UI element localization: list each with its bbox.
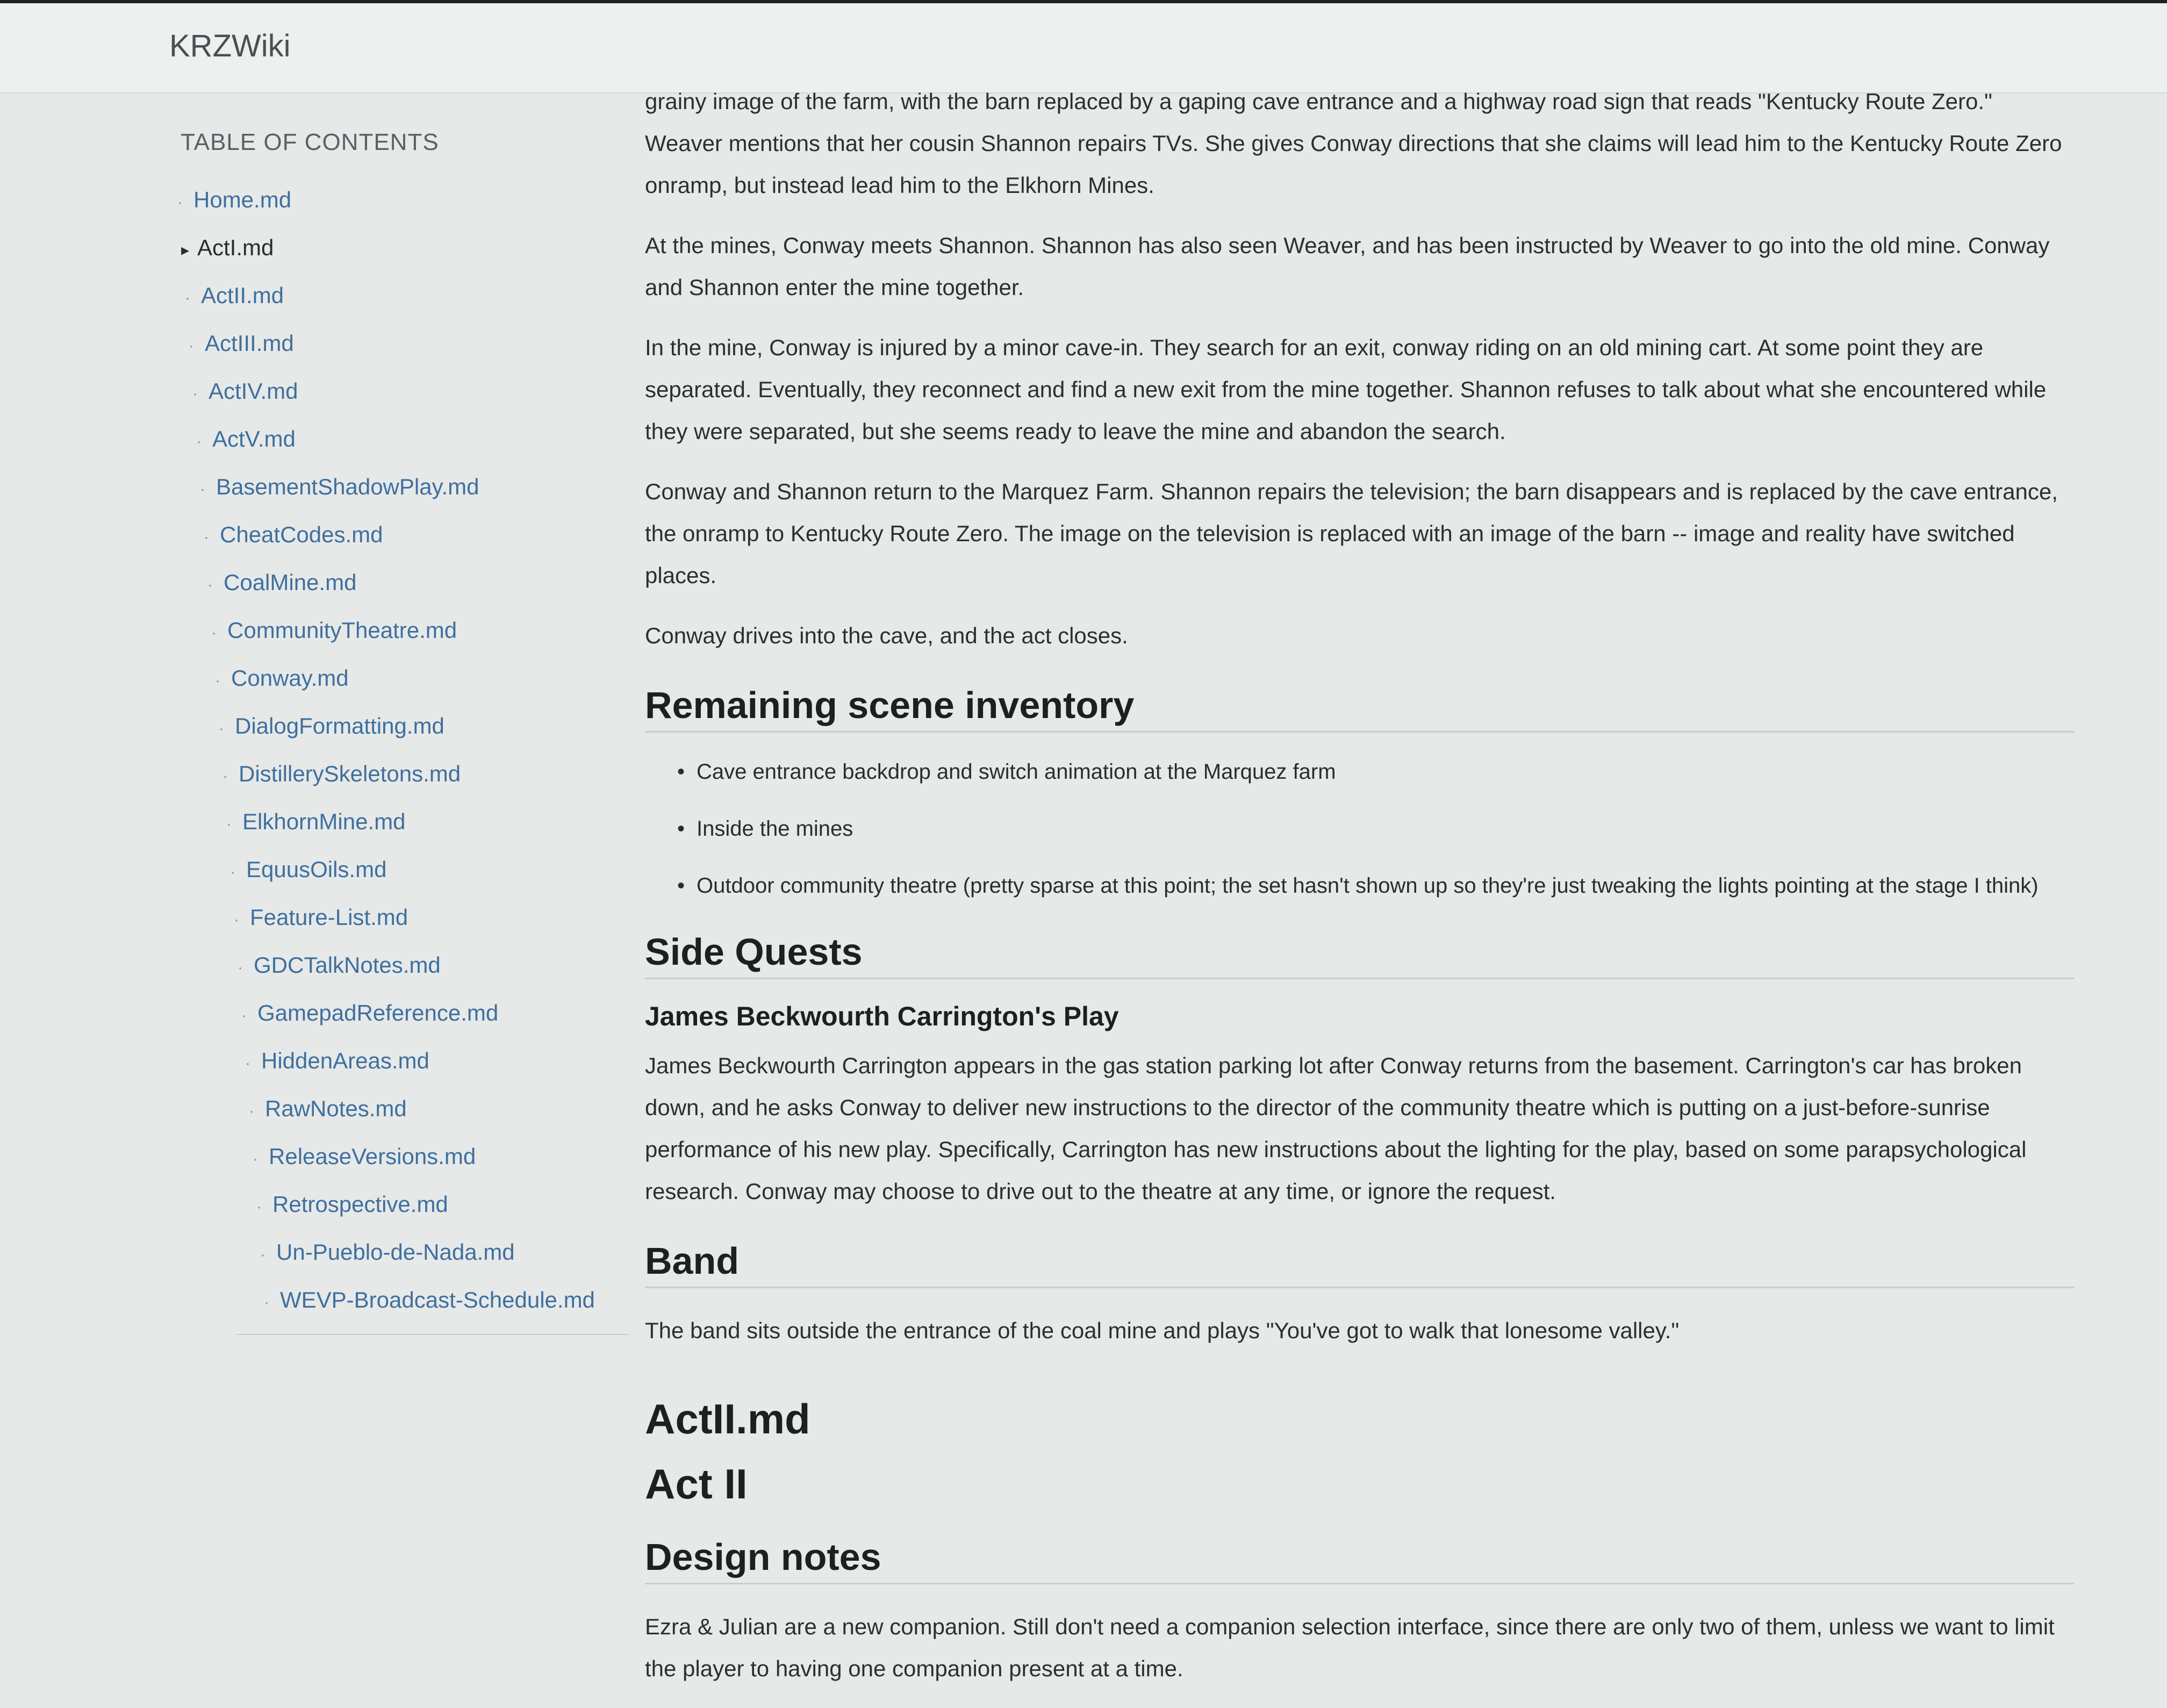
site-brand[interactable]: KRZWiki [169, 28, 291, 63]
dot-bullet-icon: · [200, 480, 205, 498]
toc-item-activ[interactable] [192, 369, 629, 417]
table-of-contents [177, 129, 629, 1335]
toc-item-cheatcodes[interactable] [204, 512, 629, 560]
toc-item-coalmine[interactable] [207, 560, 629, 608]
toc-item-label: BasementShadowPlay.md [216, 474, 479, 499]
paragraph: Ezra & Julian are a new companion. Still don't need a companion selection interface, since there are only two of them, unless we want to limit the player to having one companion present at a time. [645, 1614, 2055, 1681]
toc-item-gdctalknotes[interactable] [238, 943, 629, 991]
dot-bullet-icon: · [256, 1198, 262, 1216]
toc-item-label: RawNotes.md [265, 1096, 407, 1121]
toc-item-basementshadowplay[interactable] [200, 464, 629, 512]
bullet-icon: • [677, 874, 685, 898]
toc-item-label: CoalMine.md [224, 570, 357, 595]
toc-item-label: WEVP-Broadcast-Schedule.md [280, 1287, 595, 1312]
dot-bullet-icon: · [264, 1294, 269, 1311]
toc-item-label: Home.md [193, 187, 292, 212]
paragraph: grainy image of the farm, with the barn replaced by a gaping cave entrance and a highway road sign that reads "Kentucky Route Zero." Weaver mentions that her cousin Shannon repairs TVs. She gives Conway directions that she claims will lead him to the Kentucky Route Zero onramp, but instead lead him to the Elkhorn Mines. [645, 89, 2062, 198]
list-item: • Outdoor community theatre (pretty sparse at this point; the set hasn't shown up so they're just tweaking the lights pointing at the stage I think) [677, 868, 2075, 903]
toc-item-actv[interactable] [196, 417, 629, 464]
toc-divider [236, 1334, 629, 1335]
toc-item-elkhornmine[interactable] [226, 799, 629, 847]
toc-item-distilleryskeletons[interactable] [223, 751, 629, 799]
dot-bullet-icon: · [253, 1150, 258, 1168]
toc-title: TABLE OF CONTENTS [181, 129, 439, 155]
dot-bullet-icon: · [249, 1102, 254, 1120]
toc-item-label: ActIII.md [205, 331, 294, 356]
toc-item-label: Un-Pueblo-de-Nada.md [276, 1239, 515, 1265]
toc-item-acti[interactable] [181, 225, 629, 273]
dot-bullet-icon: · [215, 672, 220, 690]
dot-bullet-icon: · [223, 767, 228, 785]
dot-bullet-icon: · [230, 863, 235, 881]
toc-item-actiii[interactable] [189, 321, 629, 369]
bullet-icon: • [677, 760, 685, 784]
paragraph: Conway drives into the cave, and the act closes. [645, 623, 1128, 648]
toc-item-label: ActIV.md [209, 378, 298, 404]
triangle-bullet-icon: ▸ [181, 241, 190, 259]
toc-item-equusoils[interactable] [230, 847, 629, 895]
toc-item-label: CommunityTheatre.md [227, 618, 457, 643]
toc-item-gamepadreference[interactable] [241, 991, 629, 1038]
toc-item-label: DistillerySkeletons.md [239, 761, 461, 786]
toc-item-communitytheatre[interactable] [211, 608, 629, 656]
bullet-icon: • [677, 817, 685, 841]
toc-item-label: ElkhornMine.md [242, 809, 406, 834]
dot-bullet-icon: · [238, 959, 243, 977]
main-content [645, 81, 2075, 1708]
inventory-list [677, 754, 2075, 903]
dot-bullet-icon: · [241, 1007, 247, 1024]
heading-remaining-scene-inventory: Remaining scene inventory [645, 684, 2075, 733]
toc-item-label: Conway.md [231, 665, 349, 691]
toc-item-conway[interactable] [215, 656, 629, 704]
toc-item-label: Feature-List.md [250, 905, 408, 930]
toc-item-label: HiddenAreas.md [261, 1048, 429, 1073]
toc-item-label: GDCTalkNotes.md [254, 952, 441, 978]
toc-item-un-pueblo-de-nada[interactable] [260, 1230, 629, 1278]
dot-bullet-icon: · [189, 337, 194, 355]
toc-list [177, 177, 629, 1325]
heading-carrington-play: James Beckwourth Carrington's Play [645, 1001, 1119, 1031]
toc-item-actii[interactable] [185, 273, 629, 321]
dot-bullet-icon: · [245, 1054, 250, 1072]
dot-bullet-icon: · [177, 193, 183, 211]
toc-item-label: CheatCodes.md [220, 522, 383, 547]
paragraph: James Beckwourth Carrington appears in the gas station parking lot after Conway returns from the basement. Carrington's car has broken down, and he asks Conway to deliver new instructions to the director of the community theatre which is putting on a just-before-sunrise performance of his new play. Specifically, Carrington has new instructions about the lighting for the play, based on some parapsychological research. Conway may choose to drive out to the theatre at any time, or ignore the request. [645, 1053, 2027, 1204]
toc-item-rawnotes[interactable] [249, 1086, 629, 1134]
list-item: • Cave entrance backdrop and switch animation at the Marquez farm [677, 754, 2075, 790]
dot-bullet-icon: · [185, 289, 190, 307]
heading-act-ii: Act II [645, 1460, 748, 1508]
dot-bullet-icon: · [207, 576, 213, 594]
paragraph: Conway and Shannon return to the Marquez Farm. Shannon repairs the television; the barn disappears and is replaced by the cave entrance, the onramp to Kentucky Route Zero. The image on the television is replaced with an image of the barn -- image and reality have switched places. [645, 479, 2058, 588]
toc-item-label: EquusOils.md [246, 857, 387, 882]
toc-item-retrospective[interactable] [256, 1182, 629, 1230]
paragraph: The band sits outside the entrance of the coal mine and plays "You've got to walk that lonesome valley." [645, 1318, 1680, 1343]
toc-item-label: ActI.md [197, 235, 274, 260]
toc-item-wevp-broadcast-schedule[interactable] [264, 1278, 629, 1325]
dot-bullet-icon: · [226, 815, 232, 833]
dot-bullet-icon: · [204, 528, 209, 546]
toc-item-label: DialogFormatting.md [235, 713, 444, 738]
toc-item-dialogformatting[interactable] [219, 704, 629, 751]
toc-item-label: Retrospective.md [272, 1192, 448, 1217]
toc-item-label: ActV.md [212, 426, 296, 451]
list-item: • Inside the mines [677, 811, 2075, 846]
paragraph: At the mines, Conway meets Shannon. Shannon has also seen Weaver, and has been instructed by Weaver to go into the old mine. Conway and Shannon enter the mine together. [645, 233, 2050, 300]
toc-item-hiddenareas[interactable] [245, 1038, 629, 1086]
toc-item-label: ActII.md [201, 283, 284, 308]
heading-design-notes: Design notes [645, 1535, 2075, 1584]
heading-band: Band [645, 1239, 2075, 1288]
toc-item-label: ReleaseVersions.md [269, 1144, 476, 1169]
heading-file-actii: ActII.md [645, 1395, 810, 1443]
paragraph: In the mine, Conway is injured by a minor cave-in. They search for an exit, conway riding on an old mining cart. At some point they are separated. Eventually, they reconnect and find a new exit from the mine together. Shannon refuses to talk about what she encountered while they were separated, but she seems ready to leave the mine and abandon the search. [645, 335, 2047, 444]
dot-bullet-icon: · [196, 433, 202, 450]
toc-item-releaseversions[interactable] [253, 1134, 629, 1182]
heading-side-quests: Side Quests [645, 930, 2075, 979]
site-header [0, 3, 2167, 94]
toc-item-home[interactable] [177, 177, 629, 225]
toc-item-label: GamepadReference.md [257, 1000, 499, 1025]
dot-bullet-icon: · [192, 385, 198, 403]
dot-bullet-icon: · [219, 720, 224, 737]
dot-bullet-icon: · [234, 911, 239, 929]
dot-bullet-icon: · [211, 624, 217, 642]
dot-bullet-icon: · [260, 1246, 266, 1264]
toc-item-feature-list[interactable] [234, 895, 629, 943]
